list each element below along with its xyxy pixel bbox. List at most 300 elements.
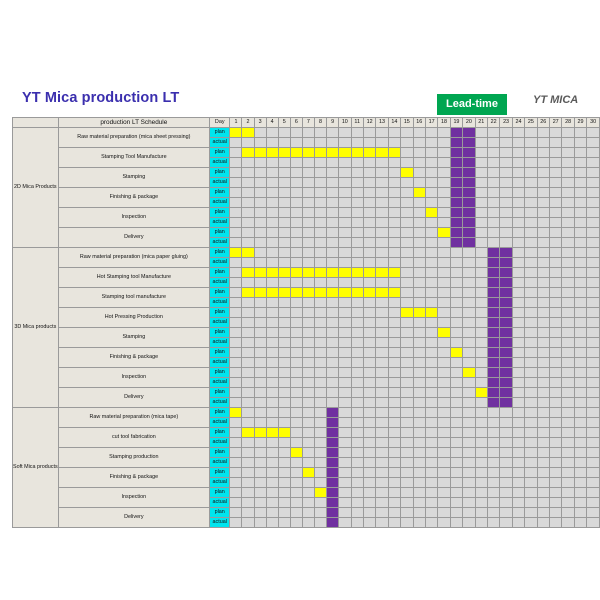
gantt-empty-cell bbox=[242, 448, 254, 458]
gantt-bar-cell bbox=[450, 178, 462, 188]
gantt-empty-cell bbox=[500, 508, 512, 518]
gantt-empty-cell bbox=[327, 318, 339, 328]
gantt-empty-cell bbox=[425, 138, 437, 148]
gantt-empty-cell bbox=[463, 428, 475, 438]
gantt-empty-cell bbox=[500, 168, 512, 178]
gantt-empty-cell bbox=[302, 168, 314, 178]
header-day-6: 6 bbox=[290, 118, 302, 128]
table-row bbox=[13, 188, 600, 198]
gantt-empty-cell bbox=[438, 488, 450, 498]
gantt-empty-cell bbox=[302, 178, 314, 188]
gantt-empty-cell bbox=[450, 408, 462, 418]
gantt-empty-cell bbox=[230, 188, 242, 198]
header-day-14: 14 bbox=[388, 118, 400, 128]
gantt-empty-cell bbox=[314, 448, 326, 458]
gantt-empty-cell bbox=[290, 468, 302, 478]
gantt-empty-cell bbox=[487, 148, 499, 158]
gantt-empty-cell bbox=[525, 478, 537, 488]
gantt-bar-cell bbox=[463, 228, 475, 238]
gantt-empty-cell bbox=[339, 368, 351, 378]
gantt-empty-cell bbox=[425, 198, 437, 208]
gantt-empty-cell bbox=[587, 258, 600, 268]
gantt-empty-cell bbox=[339, 388, 351, 398]
gantt-empty-cell bbox=[475, 358, 487, 368]
gantt-empty-cell bbox=[413, 498, 425, 508]
gantt-empty-cell bbox=[388, 418, 400, 428]
gantt-bar-cell bbox=[376, 288, 388, 298]
gantt-empty-cell bbox=[450, 418, 462, 428]
gantt-empty-cell bbox=[230, 498, 242, 508]
gantt-empty-cell bbox=[438, 248, 450, 258]
gantt-empty-cell bbox=[525, 398, 537, 408]
gantt-empty-cell bbox=[425, 328, 437, 338]
gantt-bar-cell bbox=[254, 288, 266, 298]
gantt-bar-cell bbox=[327, 428, 339, 438]
gantt-empty-cell bbox=[562, 268, 574, 278]
gantt-empty-cell bbox=[302, 328, 314, 338]
gantt-empty-cell bbox=[413, 458, 425, 468]
gantt-empty-cell bbox=[401, 408, 413, 418]
gantt-empty-cell bbox=[475, 258, 487, 268]
gantt-empty-cell bbox=[376, 198, 388, 208]
gantt-empty-cell bbox=[525, 178, 537, 188]
gantt-empty-cell bbox=[376, 448, 388, 458]
gantt-empty-cell bbox=[339, 228, 351, 238]
gantt-empty-cell bbox=[363, 398, 375, 408]
gantt-empty-cell bbox=[351, 378, 363, 388]
gantt-empty-cell bbox=[242, 168, 254, 178]
header-day-26: 26 bbox=[537, 118, 549, 128]
gantt-empty-cell bbox=[413, 368, 425, 378]
gantt-bar-cell bbox=[314, 148, 326, 158]
gantt-empty-cell bbox=[363, 128, 375, 138]
gantt-empty-cell bbox=[254, 478, 266, 488]
gantt-empty-cell bbox=[549, 248, 561, 258]
actual-label: actual bbox=[210, 178, 230, 188]
gantt-empty-cell bbox=[290, 218, 302, 228]
gantt-empty-cell bbox=[314, 408, 326, 418]
gantt-empty-cell bbox=[438, 268, 450, 278]
gantt-empty-cell bbox=[413, 518, 425, 528]
gantt-empty-cell bbox=[351, 358, 363, 368]
gantt-empty-cell bbox=[425, 378, 437, 388]
gantt-empty-cell bbox=[500, 518, 512, 528]
gantt-bar-cell bbox=[327, 268, 339, 278]
gantt-empty-cell bbox=[351, 228, 363, 238]
gantt-empty-cell bbox=[327, 348, 339, 358]
gantt-empty-cell bbox=[413, 208, 425, 218]
gantt-empty-cell bbox=[425, 338, 437, 348]
gantt-empty-cell bbox=[266, 128, 278, 138]
gantt-empty-cell bbox=[537, 318, 549, 328]
gantt-empty-cell bbox=[254, 358, 266, 368]
gantt-empty-cell bbox=[376, 348, 388, 358]
gantt-bar-cell bbox=[487, 378, 499, 388]
gantt-empty-cell bbox=[388, 348, 400, 358]
gantt-bar-cell bbox=[450, 218, 462, 228]
gantt-empty-cell bbox=[525, 488, 537, 498]
gantt-empty-cell bbox=[290, 508, 302, 518]
gantt-bar-cell bbox=[314, 268, 326, 278]
gantt-empty-cell bbox=[376, 468, 388, 478]
gantt-empty-cell bbox=[438, 318, 450, 328]
gantt-empty-cell bbox=[314, 308, 326, 318]
gantt-empty-cell bbox=[537, 438, 549, 448]
gantt-empty-cell bbox=[574, 498, 586, 508]
gantt-empty-cell bbox=[254, 128, 266, 138]
gantt-empty-cell bbox=[302, 298, 314, 308]
gantt-empty-cell bbox=[302, 378, 314, 388]
gantt-empty-cell bbox=[512, 488, 524, 498]
gantt-empty-cell bbox=[363, 388, 375, 398]
gantt-empty-cell bbox=[463, 448, 475, 458]
gantt-empty-cell bbox=[537, 138, 549, 148]
plan-label: plan bbox=[210, 268, 230, 278]
task-label: Hot Stamping tool Manufacture bbox=[58, 268, 209, 288]
gantt-empty-cell bbox=[327, 228, 339, 238]
group-label: Soft Mica products bbox=[13, 408, 59, 528]
gantt-empty-cell bbox=[388, 248, 400, 258]
gantt-bar-cell bbox=[314, 488, 326, 498]
gantt-empty-cell bbox=[438, 188, 450, 198]
gantt-empty-cell bbox=[327, 298, 339, 308]
gantt-empty-cell bbox=[475, 408, 487, 418]
gantt-empty-cell bbox=[574, 238, 586, 248]
gantt-bar-cell bbox=[230, 128, 242, 138]
gantt-empty-cell bbox=[463, 288, 475, 298]
gantt-empty-cell bbox=[230, 368, 242, 378]
gantt-empty-cell bbox=[254, 258, 266, 268]
gantt-empty-cell bbox=[475, 468, 487, 478]
gantt-empty-cell bbox=[363, 298, 375, 308]
gantt-empty-cell bbox=[450, 398, 462, 408]
gantt-empty-cell bbox=[463, 518, 475, 528]
gantt-empty-cell bbox=[574, 208, 586, 218]
gantt-empty-cell bbox=[475, 218, 487, 228]
header-day-16: 16 bbox=[413, 118, 425, 128]
gantt-empty-cell bbox=[327, 178, 339, 188]
gantt-empty-cell bbox=[254, 198, 266, 208]
header-day-22: 22 bbox=[487, 118, 499, 128]
gantt-empty-cell bbox=[574, 298, 586, 308]
gantt-empty-cell bbox=[475, 238, 487, 248]
gantt-bar-cell bbox=[242, 128, 254, 138]
gantt-empty-cell bbox=[254, 338, 266, 348]
gantt-empty-cell bbox=[254, 408, 266, 418]
gantt-empty-cell bbox=[512, 368, 524, 378]
task-label: cut tool fabrication bbox=[58, 428, 209, 448]
gantt-bar-cell bbox=[339, 288, 351, 298]
gantt-empty-cell bbox=[302, 308, 314, 318]
gantt-empty-cell bbox=[339, 518, 351, 528]
gantt-empty-cell bbox=[487, 508, 499, 518]
gantt-empty-cell bbox=[278, 168, 290, 178]
gantt-empty-cell bbox=[230, 158, 242, 168]
gantt-empty-cell bbox=[512, 258, 524, 268]
gantt-empty-cell bbox=[425, 148, 437, 158]
gantt-empty-cell bbox=[266, 478, 278, 488]
gantt-empty-cell bbox=[587, 478, 600, 488]
gantt-empty-cell bbox=[537, 338, 549, 348]
gantt-empty-cell bbox=[376, 238, 388, 248]
gantt-empty-cell bbox=[242, 398, 254, 408]
gantt-empty-cell bbox=[562, 208, 574, 218]
gantt-empty-cell bbox=[290, 408, 302, 418]
gantt-empty-cell bbox=[388, 368, 400, 378]
gantt-empty-cell bbox=[537, 238, 549, 248]
gantt-empty-cell bbox=[512, 318, 524, 328]
gantt-empty-cell bbox=[290, 428, 302, 438]
plan-label: plan bbox=[210, 368, 230, 378]
gantt-bar-cell bbox=[290, 288, 302, 298]
gantt-empty-cell bbox=[450, 428, 462, 438]
gantt-empty-cell bbox=[425, 408, 437, 418]
gantt-empty-cell bbox=[463, 468, 475, 478]
gantt-empty-cell bbox=[254, 368, 266, 378]
gantt-empty-cell bbox=[290, 348, 302, 358]
gantt-empty-cell bbox=[549, 418, 561, 428]
gantt-empty-cell bbox=[266, 518, 278, 528]
gantt-empty-cell bbox=[302, 428, 314, 438]
gantt-empty-cell bbox=[438, 428, 450, 438]
gantt-empty-cell bbox=[438, 448, 450, 458]
gantt-empty-cell bbox=[376, 358, 388, 368]
gantt-bar-cell bbox=[351, 268, 363, 278]
gantt-bar-cell bbox=[327, 498, 339, 508]
gantt-empty-cell bbox=[290, 418, 302, 428]
gantt-empty-cell bbox=[537, 148, 549, 158]
gantt-empty-cell bbox=[230, 298, 242, 308]
gantt-empty-cell bbox=[351, 368, 363, 378]
gantt-empty-cell bbox=[314, 248, 326, 258]
actual-label: actual bbox=[210, 258, 230, 268]
gantt-empty-cell bbox=[537, 518, 549, 528]
gantt-empty-cell bbox=[562, 308, 574, 318]
gantt-empty-cell bbox=[562, 378, 574, 388]
gantt-empty-cell bbox=[339, 508, 351, 518]
gantt-empty-cell bbox=[413, 298, 425, 308]
gantt-empty-cell bbox=[376, 378, 388, 388]
gantt-empty-cell bbox=[537, 248, 549, 258]
gantt-empty-cell bbox=[438, 218, 450, 228]
header-day-29: 29 bbox=[574, 118, 586, 128]
gantt-empty-cell bbox=[512, 458, 524, 468]
gantt-bar-cell bbox=[327, 468, 339, 478]
gantt-empty-cell bbox=[438, 158, 450, 168]
gantt-empty-cell bbox=[587, 348, 600, 358]
gantt-empty-cell bbox=[425, 458, 437, 468]
gantt-bar-cell bbox=[327, 438, 339, 448]
task-label: Stamping Tool Manufacture bbox=[58, 148, 209, 168]
gantt-empty-cell bbox=[512, 288, 524, 298]
gantt-empty-cell bbox=[587, 438, 600, 448]
gantt-empty-cell bbox=[487, 498, 499, 508]
gantt-bar-cell bbox=[487, 258, 499, 268]
gantt-empty-cell bbox=[525, 448, 537, 458]
gantt-empty-cell bbox=[587, 308, 600, 318]
gantt-empty-cell bbox=[388, 258, 400, 268]
gantt-empty-cell bbox=[512, 168, 524, 178]
gantt-empty-cell bbox=[363, 238, 375, 248]
task-label: Stamping bbox=[58, 168, 209, 188]
gantt-empty-cell bbox=[302, 488, 314, 498]
gantt-bar-cell bbox=[254, 428, 266, 438]
gantt-empty-cell bbox=[242, 278, 254, 288]
gantt-empty-cell bbox=[401, 158, 413, 168]
gantt-empty-cell bbox=[278, 188, 290, 198]
gantt-bar-cell bbox=[487, 308, 499, 318]
gantt-empty-cell bbox=[314, 138, 326, 148]
gantt-empty-cell bbox=[376, 368, 388, 378]
gantt-empty-cell bbox=[549, 478, 561, 488]
gantt-empty-cell bbox=[425, 178, 437, 188]
gantt-empty-cell bbox=[475, 198, 487, 208]
gantt-empty-cell bbox=[500, 428, 512, 438]
gantt-empty-cell bbox=[425, 508, 437, 518]
gantt-bar-cell bbox=[500, 288, 512, 298]
gantt-empty-cell bbox=[327, 308, 339, 318]
gantt-empty-cell bbox=[549, 228, 561, 238]
gantt-empty-cell bbox=[266, 438, 278, 448]
gantt-empty-cell bbox=[500, 178, 512, 188]
gantt-empty-cell bbox=[327, 338, 339, 348]
gantt-empty-cell bbox=[562, 138, 574, 148]
gantt-empty-cell bbox=[266, 348, 278, 358]
gantt-empty-cell bbox=[339, 128, 351, 138]
actual-label: actual bbox=[210, 478, 230, 488]
gantt-empty-cell bbox=[587, 408, 600, 418]
gantt-empty-cell bbox=[450, 308, 462, 318]
gantt-empty-cell bbox=[339, 308, 351, 318]
gantt-empty-cell bbox=[401, 178, 413, 188]
gantt-empty-cell bbox=[450, 248, 462, 258]
plan-label: plan bbox=[210, 128, 230, 138]
gantt-bar-cell bbox=[327, 518, 339, 528]
gantt-empty-cell bbox=[254, 138, 266, 148]
gantt-empty-cell bbox=[254, 438, 266, 448]
table-row bbox=[13, 128, 600, 138]
plan-label: plan bbox=[210, 168, 230, 178]
gantt-empty-cell bbox=[339, 338, 351, 348]
gantt-empty-cell bbox=[230, 198, 242, 208]
gantt-empty-cell bbox=[500, 208, 512, 218]
gantt-empty-cell bbox=[278, 358, 290, 368]
gantt-empty-cell bbox=[266, 358, 278, 368]
gantt-empty-cell bbox=[562, 178, 574, 188]
gantt-empty-cell bbox=[512, 148, 524, 158]
gantt-bar-cell bbox=[450, 348, 462, 358]
gantt-empty-cell bbox=[425, 488, 437, 498]
gantt-empty-cell bbox=[401, 258, 413, 268]
gantt-empty-cell bbox=[388, 178, 400, 188]
gantt-empty-cell bbox=[438, 348, 450, 358]
gantt-empty-cell bbox=[525, 208, 537, 218]
gantt-bar-cell bbox=[450, 168, 462, 178]
gantt-empty-cell bbox=[549, 288, 561, 298]
gantt-empty-cell bbox=[562, 288, 574, 298]
gantt-empty-cell bbox=[574, 408, 586, 418]
gantt-empty-cell bbox=[562, 188, 574, 198]
gantt-empty-cell bbox=[230, 278, 242, 288]
gantt-empty-cell bbox=[525, 338, 537, 348]
gantt-empty-cell bbox=[290, 498, 302, 508]
header-day-19: 19 bbox=[450, 118, 462, 128]
gantt-empty-cell bbox=[363, 448, 375, 458]
gantt-empty-cell bbox=[438, 438, 450, 448]
gantt-empty-cell bbox=[314, 498, 326, 508]
gantt-empty-cell bbox=[302, 278, 314, 288]
gantt-empty-cell bbox=[574, 248, 586, 258]
gantt-empty-cell bbox=[339, 378, 351, 388]
gantt-empty-cell bbox=[351, 418, 363, 428]
gantt-empty-cell bbox=[266, 168, 278, 178]
gantt-empty-cell bbox=[500, 138, 512, 148]
gantt-bar-cell bbox=[413, 308, 425, 318]
gantt-empty-cell bbox=[512, 388, 524, 398]
gantt-empty-cell bbox=[401, 448, 413, 458]
gantt-empty-cell bbox=[278, 448, 290, 458]
gantt-empty-cell bbox=[302, 438, 314, 448]
gantt-empty-cell bbox=[388, 378, 400, 388]
gantt-empty-cell bbox=[525, 248, 537, 258]
gantt-empty-cell bbox=[242, 408, 254, 418]
gantt-empty-cell bbox=[242, 518, 254, 528]
gantt-empty-cell bbox=[587, 238, 600, 248]
gantt-empty-cell bbox=[388, 188, 400, 198]
gantt-empty-cell bbox=[574, 148, 586, 158]
gantt-empty-cell bbox=[278, 508, 290, 518]
gantt-empty-cell bbox=[314, 438, 326, 448]
gantt-empty-cell bbox=[413, 158, 425, 168]
gantt-empty-cell bbox=[401, 218, 413, 228]
gantt-empty-cell bbox=[525, 328, 537, 338]
gantt-empty-cell bbox=[242, 158, 254, 168]
gantt-empty-cell bbox=[266, 458, 278, 468]
gantt-bar-cell bbox=[487, 318, 499, 328]
gantt-empty-cell bbox=[363, 248, 375, 258]
gantt-bar-cell bbox=[278, 288, 290, 298]
gantt-empty-cell bbox=[525, 288, 537, 298]
group-label: 3D Mica products bbox=[13, 248, 59, 408]
gantt-empty-cell bbox=[475, 208, 487, 218]
gantt-empty-cell bbox=[562, 148, 574, 158]
gantt-empty-cell bbox=[401, 128, 413, 138]
header-day-4: 4 bbox=[266, 118, 278, 128]
gantt-empty-cell bbox=[500, 438, 512, 448]
gantt-empty-cell bbox=[401, 248, 413, 258]
gantt-empty-cell bbox=[413, 328, 425, 338]
gantt-bar-cell bbox=[500, 278, 512, 288]
task-label: Delivery bbox=[58, 508, 209, 528]
gantt-bar-cell bbox=[425, 308, 437, 318]
gantt-empty-cell bbox=[450, 438, 462, 448]
gantt-empty-cell bbox=[254, 248, 266, 258]
gantt-empty-cell bbox=[242, 318, 254, 328]
gantt-empty-cell bbox=[314, 298, 326, 308]
gantt-bar-cell bbox=[450, 208, 462, 218]
gantt-empty-cell bbox=[278, 278, 290, 288]
gantt-empty-cell bbox=[278, 368, 290, 378]
gantt-empty-cell bbox=[351, 178, 363, 188]
actual-label: actual bbox=[210, 458, 230, 468]
gantt-empty-cell bbox=[587, 398, 600, 408]
gantt-empty-cell bbox=[549, 218, 561, 228]
gantt-bar-cell bbox=[266, 288, 278, 298]
gantt-empty-cell bbox=[401, 418, 413, 428]
gantt-empty-cell bbox=[230, 378, 242, 388]
gantt-empty-cell bbox=[242, 238, 254, 248]
gantt-empty-cell bbox=[549, 368, 561, 378]
